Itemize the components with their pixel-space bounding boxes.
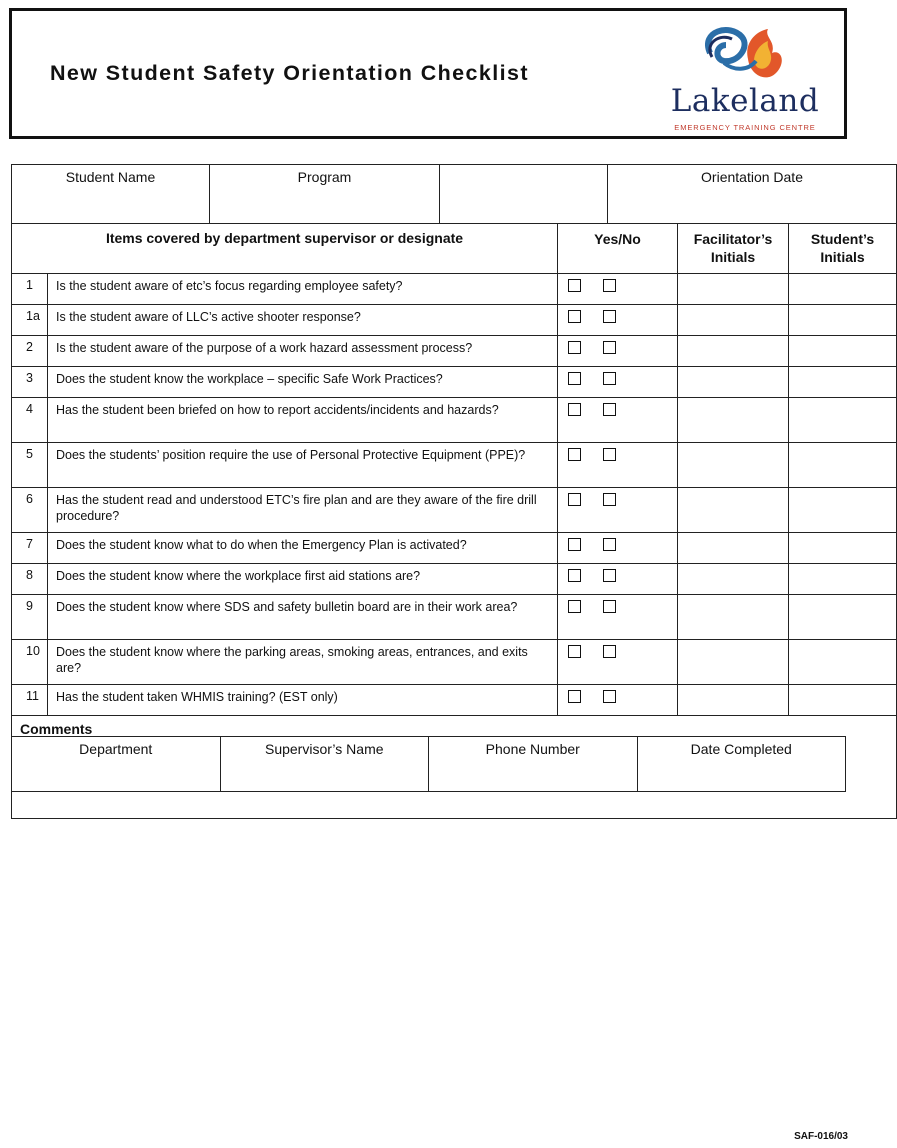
- table-row: [12, 274, 897, 305]
- table-row: [12, 398, 897, 443]
- facilitator-initials-cell[interactable]: [678, 274, 789, 305]
- item-number: 11: [12, 685, 48, 716]
- footer-table: [11, 736, 846, 792]
- yes-checkbox[interactable]: [568, 569, 581, 582]
- comments-label: Comments: [20, 721, 93, 737]
- item-number: 7: [12, 533, 48, 564]
- student-name-field[interactable]: Student Name: [12, 165, 210, 224]
- yes-checkbox[interactable]: [568, 493, 581, 506]
- item-question: Does the student know what to do when the Emergency Plan is activated?: [48, 533, 558, 564]
- no-checkbox[interactable]: [603, 310, 616, 323]
- item-number: 1: [12, 274, 48, 305]
- student-initials-cell[interactable]: [789, 595, 897, 640]
- no-checkbox[interactable]: [603, 645, 616, 658]
- date-completed-field[interactable]: Date Completed: [637, 737, 846, 792]
- student-initials-cell[interactable]: [789, 488, 897, 533]
- facilitator-initials-cell[interactable]: [678, 443, 789, 488]
- yes-no-column-header: Yes/No: [558, 224, 678, 274]
- yes-no-cell: [558, 336, 678, 367]
- yes-checkbox[interactable]: [568, 448, 581, 461]
- items-column-header: Items covered by department supervisor or designate: [12, 224, 558, 274]
- blank-field[interactable]: [440, 165, 608, 224]
- yes-checkbox[interactable]: [568, 279, 581, 292]
- student-initials-cell[interactable]: [789, 685, 897, 716]
- yes-no-cell: [558, 595, 678, 640]
- no-checkbox[interactable]: [603, 493, 616, 506]
- item-question: Does the student know the workplace – specific Safe Work Practices?: [48, 367, 558, 398]
- student-initials-header: Student’s Initials: [789, 224, 897, 274]
- no-checkbox[interactable]: [603, 448, 616, 461]
- yes-no-cell: [558, 305, 678, 336]
- orientation-date-field[interactable]: Orientation Date: [608, 165, 897, 224]
- phone-number-field[interactable]: Phone Number: [429, 737, 638, 792]
- yes-no-cell: [558, 367, 678, 398]
- lakeland-logo: [660, 23, 830, 131]
- facilitator-initials-cell[interactable]: [678, 533, 789, 564]
- student-initials-cell[interactable]: [789, 564, 897, 595]
- table-row: [12, 533, 897, 564]
- yes-checkbox[interactable]: [568, 403, 581, 416]
- yes-checkbox[interactable]: [568, 690, 581, 703]
- item-number: 9: [12, 595, 48, 640]
- facilitator-initials-cell[interactable]: [678, 685, 789, 716]
- yes-no-cell: [558, 533, 678, 564]
- yes-checkbox[interactable]: [568, 372, 581, 385]
- table-row: [12, 595, 897, 640]
- item-question: Is the student aware of etc’s focus regarding employee safety?: [48, 274, 558, 305]
- student-initials-cell[interactable]: [789, 640, 897, 685]
- student-initials-cell[interactable]: [789, 367, 897, 398]
- item-question: Does the students’ position require the use of Personal Protective Equipment (PPE)?: [48, 443, 558, 488]
- item-question: Does the student know where the workplace first aid stations are?: [48, 564, 558, 595]
- department-field[interactable]: Department: [12, 737, 221, 792]
- logo-name: Lakeland: [670, 83, 820, 119]
- student-initials-cell[interactable]: [789, 533, 897, 564]
- item-number: 6: [12, 488, 48, 533]
- table-row: [12, 685, 897, 716]
- item-number: 8: [12, 564, 48, 595]
- item-question: Has the student read and understood ETC’s fire plan and are they aware of the fire drill procedure?: [48, 488, 558, 533]
- no-checkbox[interactable]: [603, 403, 616, 416]
- header-box: [9, 8, 847, 139]
- facilitator-initials-cell[interactable]: [678, 488, 789, 533]
- item-question: Does the student know where SDS and safety bulletin board are in their work area?: [48, 595, 558, 640]
- yes-checkbox[interactable]: [568, 341, 581, 354]
- table-row: [12, 443, 897, 488]
- student-initials-cell[interactable]: [789, 274, 897, 305]
- yes-checkbox[interactable]: [568, 645, 581, 658]
- table-row: [12, 564, 897, 595]
- yes-no-cell: [558, 564, 678, 595]
- yes-no-cell: [558, 274, 678, 305]
- yes-checkbox[interactable]: [568, 600, 581, 613]
- table-row: [12, 488, 897, 533]
- page-title: New Student Safety Orientation Checklist: [50, 61, 529, 85]
- supervisor-name-field[interactable]: Supervisor’s Name: [220, 737, 429, 792]
- checklist-table: [11, 164, 897, 819]
- no-checkbox[interactable]: [603, 341, 616, 354]
- table-row: [12, 305, 897, 336]
- facilitator-initials-cell[interactable]: [678, 336, 789, 367]
- no-checkbox[interactable]: [603, 279, 616, 292]
- student-initials-cell[interactable]: [789, 398, 897, 443]
- no-checkbox[interactable]: [603, 372, 616, 385]
- yes-no-cell: [558, 488, 678, 533]
- no-checkbox[interactable]: [603, 569, 616, 582]
- item-number: 2: [12, 336, 48, 367]
- form-code: SAF-016/03: [794, 1131, 848, 1142]
- student-initials-cell[interactable]: [789, 443, 897, 488]
- logo-tagline: EMERGENCY TRAINING CENTRE: [674, 123, 816, 132]
- facilitator-initials-cell[interactable]: [678, 367, 789, 398]
- facilitator-initials-cell[interactable]: [678, 595, 789, 640]
- item-number: 4: [12, 398, 48, 443]
- item-number: 10: [12, 640, 48, 685]
- student-initials-cell[interactable]: [789, 336, 897, 367]
- facilitator-initials-header: Facilitator’s Initials: [678, 224, 789, 274]
- yes-checkbox[interactable]: [568, 310, 581, 323]
- item-number: 1a: [12, 305, 48, 336]
- item-question: Has the student been briefed on how to report accidents/incidents and hazards?: [48, 398, 558, 443]
- no-checkbox[interactable]: [603, 538, 616, 551]
- no-checkbox[interactable]: [603, 690, 616, 703]
- yes-no-cell: [558, 685, 678, 716]
- facilitator-initials-cell[interactable]: [678, 640, 789, 685]
- program-field[interactable]: Program: [210, 165, 440, 224]
- yes-checkbox[interactable]: [568, 538, 581, 551]
- table-row: [12, 336, 897, 367]
- item-number: 5: [12, 443, 48, 488]
- facilitator-initials-cell[interactable]: [678, 564, 789, 595]
- item-question: Is the student aware of the purpose of a work hazard assessment process?: [48, 336, 558, 367]
- no-checkbox[interactable]: [603, 600, 616, 613]
- facilitator-initials-cell[interactable]: [678, 398, 789, 443]
- yes-no-cell: [558, 443, 678, 488]
- table-row: [12, 640, 897, 685]
- table-row: [12, 367, 897, 398]
- item-question: Does the student know where the parking areas, smoking areas, entrances, and exits are?: [48, 640, 558, 685]
- student-initials-cell[interactable]: [789, 305, 897, 336]
- item-number: 3: [12, 367, 48, 398]
- yes-no-cell: [558, 640, 678, 685]
- item-question: Has the student taken WHMIS training? (EST only): [48, 685, 558, 716]
- flame-water-emblem-icon: [690, 23, 800, 85]
- facilitator-initials-cell[interactable]: [678, 305, 789, 336]
- yes-no-cell: [558, 398, 678, 443]
- item-question: Is the student aware of LLC’s active shooter response?: [48, 305, 558, 336]
